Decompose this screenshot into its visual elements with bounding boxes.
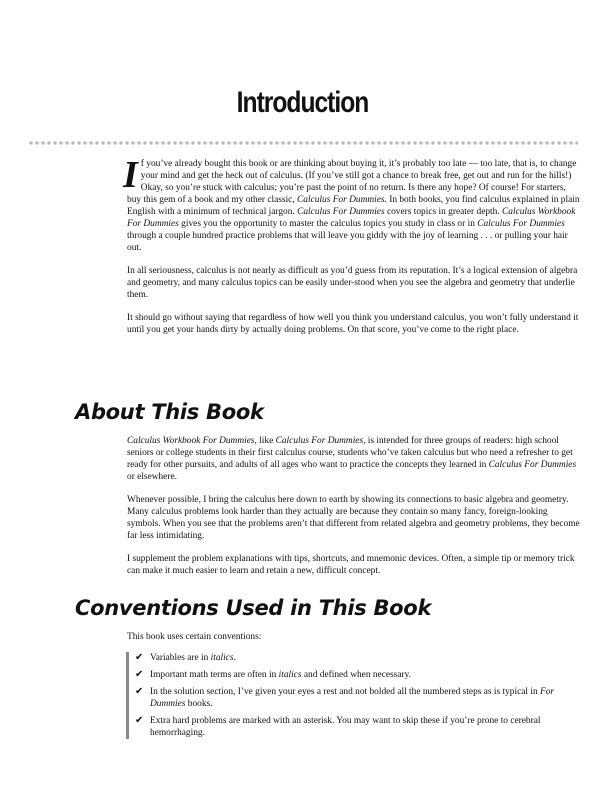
list-item bbox=[135, 715, 575, 739]
about-paragraph-3 bbox=[127, 553, 582, 577]
italic-run: Calculus Workbook For Dummies bbox=[127, 207, 576, 229]
text-run: It should go without saying that regardless of how well you think you understand calculus, you won’t fully understand it until you get your hands dirty by actually doing problems. On that score, you’ve come to the right place. bbox=[127, 313, 579, 335]
section-heading-conventions: Conventions Used in This Book bbox=[75, 596, 432, 620]
text-run: Whenever possible, I bring the calculus here down to earth by showing its connections to basic algebra and geometry. Many calculus problems look harder than they actually are because they contain so many fancy, foreign-looking symbols. When you see that the problems aren’t that different from related algebra and geometry problems, they become far less intimidating. bbox=[127, 495, 580, 541]
italic-run: italics bbox=[278, 670, 302, 680]
checkmark-icon: ✔ bbox=[135, 686, 144, 697]
about-paragraph-2 bbox=[127, 494, 582, 542]
text-run: In the solution section, I’ve given your eyes a rest and not bolded all the numbered steps as is typical in bbox=[150, 687, 541, 697]
intro-paragraph-1 bbox=[123, 154, 582, 254]
text-run: f you’ve already bought this book or are thinking about buying it, it’s probably too late — too late, that is, to change your mind and get the heck out of calculus. (If you’ve still got a chance to break free, get out and run for the hills!) Okay, so you’re stuck with calculus; you’re past the point of no return. Is there any hope? Of course! For starters, buy this gem of a book and my other classic, bbox=[127, 159, 577, 205]
checkmark-icon: ✔ bbox=[135, 715, 144, 726]
text-run: Variables are in bbox=[150, 653, 211, 663]
conventions-lead bbox=[127, 631, 582, 654]
text-run: , is intended for three groups of readers: high school seniors or college students in their first calculus course, students who’ve taken calculus but who need a refresher to get ready for other pursuits, and adults of all ages who want to practice the concepts they learned in bbox=[127, 436, 573, 470]
italic-run: Calculus For Dummies bbox=[488, 460, 577, 470]
italic-run: Calculus For Dummies bbox=[297, 195, 385, 205]
section-heading-about: About This Book bbox=[75, 400, 264, 424]
text-run: and defined when necessary. bbox=[301, 670, 412, 680]
text-run: . In both books, you find calculus explained in plain English with a minimum of technical jargon. bbox=[127, 195, 580, 217]
conventions-bullet-list bbox=[126, 652, 575, 739]
text-run: I supplement the problem explanations with tips, shortcuts, and mnemonic devices. Often, a simple tip or memory trick can make it much easier to learn and retain a new, difficult concept. bbox=[127, 554, 575, 576]
text-run: Extra hard problems are marked with an asterisk. You may want to skip these if you’re prone to cerebral hemorrhaging. bbox=[150, 716, 541, 738]
italic-run: For Dummies bbox=[150, 687, 555, 709]
list-item bbox=[135, 669, 575, 681]
list-item-text bbox=[150, 653, 236, 663]
text-run: , like bbox=[254, 436, 276, 446]
drop-cap: I bbox=[123, 154, 138, 196]
dotted-divider bbox=[28, 141, 578, 145]
italic-run: Calculus For Dummies bbox=[477, 219, 565, 229]
text-run: . bbox=[233, 653, 236, 663]
about-section bbox=[127, 435, 582, 588]
text-run: books. bbox=[185, 699, 213, 709]
intro-section bbox=[123, 154, 582, 347]
italic-run: italics bbox=[210, 653, 234, 663]
list-item-text bbox=[150, 716, 541, 738]
italic-run: Calculus For Dummies bbox=[297, 207, 385, 217]
list-item bbox=[135, 686, 575, 710]
text-run: covers topics in greater depth. bbox=[384, 207, 503, 217]
page-title: Introduction bbox=[236, 86, 369, 119]
italic-run: Calculus Workbook For Dummies bbox=[127, 436, 255, 446]
about-paragraph-1 bbox=[127, 435, 582, 483]
intro-paragraph-2 bbox=[127, 265, 582, 301]
text-run: In all seriousness, calculus is not nearly as difficult as you’d guess from its reputation. It’s a logical extension of algebra and geometry, and many calculus topics can be easily under-stood when you see the algebra and geometry that underlie them. bbox=[127, 266, 578, 300]
checkmark-icon: ✔ bbox=[135, 652, 144, 663]
intro-paragraph-1-text bbox=[127, 159, 580, 253]
checkmark-icon: ✔ bbox=[135, 669, 144, 680]
text-run: or elsewhere. bbox=[127, 472, 177, 482]
list-item bbox=[135, 652, 575, 664]
italic-run: Calculus For Dummies bbox=[275, 436, 364, 446]
text-run: gives you the opportunity to master the calculus topics you study in class or in bbox=[178, 219, 478, 229]
intro-paragraph-3 bbox=[127, 312, 582, 336]
text-run: through a couple hundred practice problems that will leave you giddy with the joy of learning . . . or pulling your hair out. bbox=[127, 231, 568, 253]
list-item-text bbox=[150, 670, 411, 680]
text-run: Important math terms are often in bbox=[150, 670, 279, 680]
conventions-lead-text: This book uses certain conventions: bbox=[127, 632, 262, 642]
list-item-text bbox=[150, 687, 554, 709]
